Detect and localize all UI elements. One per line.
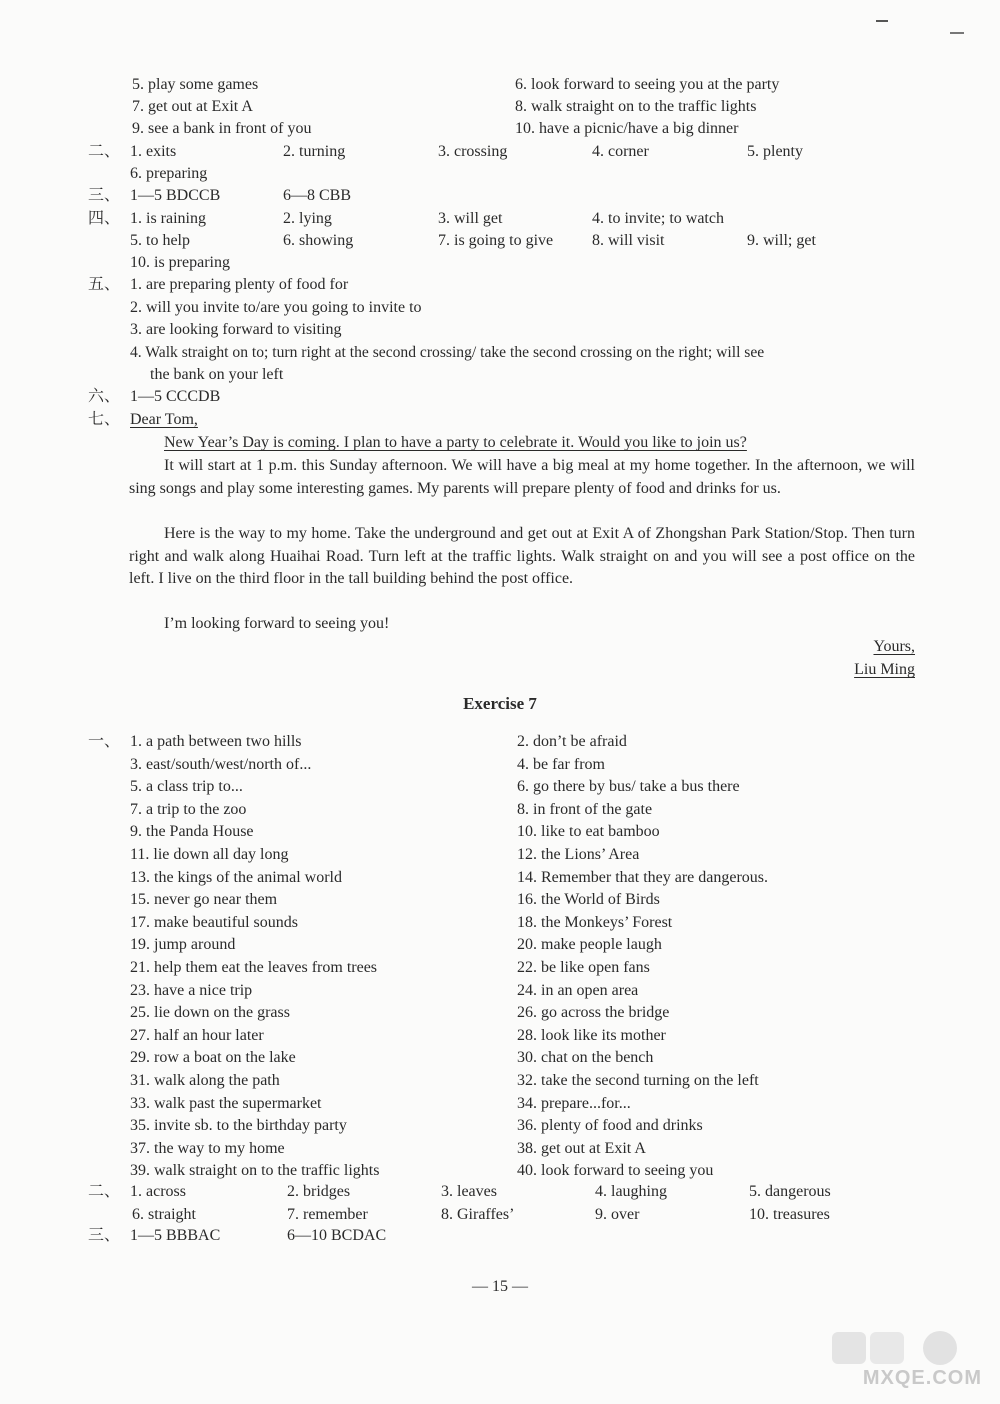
section-label: 四、 [88, 210, 121, 227]
phrase-item: 26. go across the bridge [517, 1004, 670, 1022]
answer-item: 8. Giraffes’ [441, 1206, 515, 1223]
section-label: 五、 [88, 276, 121, 293]
phrase-item: 15. never go near them [130, 891, 278, 909]
answer-item: 9. will; get [747, 232, 816, 249]
phrase-item: 34. prepare...for... [517, 1094, 631, 1112]
answer-item: 6. straight [132, 1206, 196, 1223]
phrase-item: 13. the kings of the animal world [130, 868, 342, 886]
phrase-item: 21. help them eat the leaves from trees [130, 959, 378, 976]
section-label: 七、 [88, 411, 121, 428]
phrase-item: 33. walk past the supermarket [130, 1094, 322, 1112]
answer-item: 6. showing [283, 232, 354, 249]
answer-item: 3. leaves [441, 1183, 497, 1200]
answer-item: 2. turning [283, 143, 346, 160]
answer-item: 10. is preparing [130, 254, 230, 271]
phrase-item: 16. the World of Birds [517, 891, 660, 909]
section-label: 三、 [88, 187, 121, 204]
answer-item: 4. laughing [595, 1183, 667, 1200]
phrase-item: 19. jump around [130, 936, 236, 954]
answer-line: 9. see a bank in front of you [132, 120, 312, 137]
phrase-item: 22. be like open fans [517, 959, 650, 976]
answer-item: 1. exits [130, 143, 177, 160]
phrase-item: 32. take the second turning on the left [517, 1072, 759, 1089]
letter-paragraph: It will start at 1 p.m. this Sunday afternoon. We will have a big meal at my home together. In the afternoon, we will sing songs and play some interesting games. My parents will prepare plenty of food and drinks for us. [129, 457, 915, 497]
letter-paragraph: Here is the way to my home. Take the underground and get out at Exit A of Zhongshan Park Station/Stop. Then turn right and walk along Huaihai Road. Turn left at the traffic lights. Walk straight on and you will see a post office on the left. I live on the third floor in the tall building behind the post office. [129, 525, 915, 588]
section-label: 二、 [88, 1183, 121, 1200]
phrase-item: 38. get out at Exit A [517, 1139, 646, 1157]
phrase-item: 14. Remember that they are dangerous. [517, 868, 769, 886]
answer-item: 4. to invite; to watch [592, 210, 724, 227]
answer-item: 5. dangerous [749, 1183, 831, 1200]
phrase-item: 10. like to eat bamboo [517, 823, 660, 841]
phrase-item: 29. row a boat on the lake [130, 1049, 296, 1067]
answer-item: 3. crossing [438, 143, 508, 160]
section-label: 六、 [88, 388, 121, 405]
answer-item: 10. treasures [749, 1206, 830, 1223]
phrase-item: 4. be far from [517, 755, 605, 773]
phrase-item: 20. make people laugh [517, 936, 662, 954]
exercise-title: Exercise 7 [463, 694, 537, 713]
phrase-item: 25. lie down on the grass [130, 1004, 290, 1022]
answer-item: 1—5 BDCCB [130, 187, 221, 204]
phrase-item: 3. east/south/west/north of... [130, 755, 312, 773]
phrase-item: 17. make beautiful sounds [130, 913, 298, 931]
phrase-item: 35. invite sb. to the birthday party [130, 1117, 347, 1135]
answer-line: 10. have a picnic/have a big dinner [515, 120, 739, 137]
answer-item: 6—8 CBB [283, 187, 352, 204]
phrase-item: 9. the Panda House [130, 823, 254, 841]
letter-greeting: Dear Tom, [130, 411, 198, 428]
section-label: 一、 [88, 733, 121, 750]
phrase-item: 6. go there by bus/ take a bus there [517, 778, 740, 796]
phrase-item: 12. the Lions’ Area [517, 846, 640, 863]
answer-item: 1. is raining [130, 210, 206, 227]
watermark: MXQE.COM [862, 1367, 982, 1389]
answer-item: 4. Walk straight on to; turn right at the second crossing/ take the second crossing on the right; will see [130, 344, 765, 361]
answer-item: 7. is going to give [438, 232, 554, 249]
answer-item: 8. will visit [592, 232, 665, 249]
answer-item: 2. lying [283, 210, 332, 227]
phrase-item: 2. don’t be afraid [517, 733, 627, 750]
scan-mark [950, 32, 964, 34]
answer-item: 1—5 BBBAC [130, 1227, 221, 1244]
phrase-item: 5. a class trip to... [130, 778, 243, 796]
scan-mark [876, 20, 888, 22]
answer-line: 5. play some games [132, 76, 259, 93]
phrase-item: 18. the Monkeys’ Forest [517, 913, 673, 931]
letter-paragraph: New Year’s Day is coming. I plan to have a party to celebrate it. Would you like to join us? [164, 434, 747, 451]
answer-line: 7. get out at Exit A [132, 98, 253, 115]
answer-item: the bank on your left [150, 366, 284, 383]
phrase-item: 11. lie down all day long [130, 846, 289, 863]
answer-item: 3. will get [438, 210, 503, 227]
answer-item: 9. over [595, 1206, 640, 1223]
page-number: — 15 — [472, 1278, 528, 1295]
answer-item: 1. across [130, 1183, 186, 1200]
answer-item: 6. preparing [130, 165, 208, 182]
answer-item: 7. remember [287, 1206, 368, 1223]
answer-item: 3. are looking forward to visiting [130, 321, 342, 338]
letter-closing: Yours, [873, 638, 915, 655]
phrase-item: 1. a path between two hills [130, 733, 302, 750]
answer-item: 6—10 BCDAC [287, 1227, 387, 1244]
answer-item: 2. bridges [287, 1183, 351, 1200]
answer-item: 2. will you invite to/are you going to invite to [130, 299, 422, 316]
section-label: 二、 [88, 143, 121, 160]
answer-item: 5. plenty [747, 143, 803, 160]
letter-signature: Liu Ming [854, 661, 915, 678]
phrase-item: 30. chat on the bench [517, 1049, 654, 1067]
phrase-item: 27. half an hour later [130, 1026, 264, 1044]
answer-line: 6. look forward to seeing you at the party [515, 76, 780, 93]
answer-item: 1—5 CCCDB [130, 388, 221, 405]
phrase-item: 36. plenty of food and drinks [517, 1117, 703, 1135]
answer-line: 8. walk straight on to the traffic lights [515, 98, 757, 115]
phrase-item: 28. look like its mother [517, 1026, 666, 1044]
phrase-item: 39. walk straight on to the traffic lights [130, 1162, 380, 1180]
phrase-item: 23. have a nice trip [130, 981, 253, 999]
phrase-item: 37. the way to my home [130, 1139, 285, 1157]
phrase-item: 7. a trip to the zoo [130, 800, 247, 818]
watermark-logo-icon [830, 1328, 970, 1368]
letter-paragraph: I’m looking forward to seeing you! [164, 615, 390, 632]
phrase-item: 31. walk along the path [130, 1072, 280, 1089]
answer-item: 1. are preparing plenty of food for [130, 276, 349, 293]
phrase-item: 40. look forward to seeing you [517, 1162, 714, 1180]
phrase-item: 24. in an open area [517, 981, 639, 999]
phrase-item: 8. in front of the gate [517, 800, 653, 818]
section-label: 三、 [88, 1227, 121, 1244]
answer-item: 4. corner [592, 143, 649, 160]
answer-item: 5. to help [130, 232, 190, 249]
